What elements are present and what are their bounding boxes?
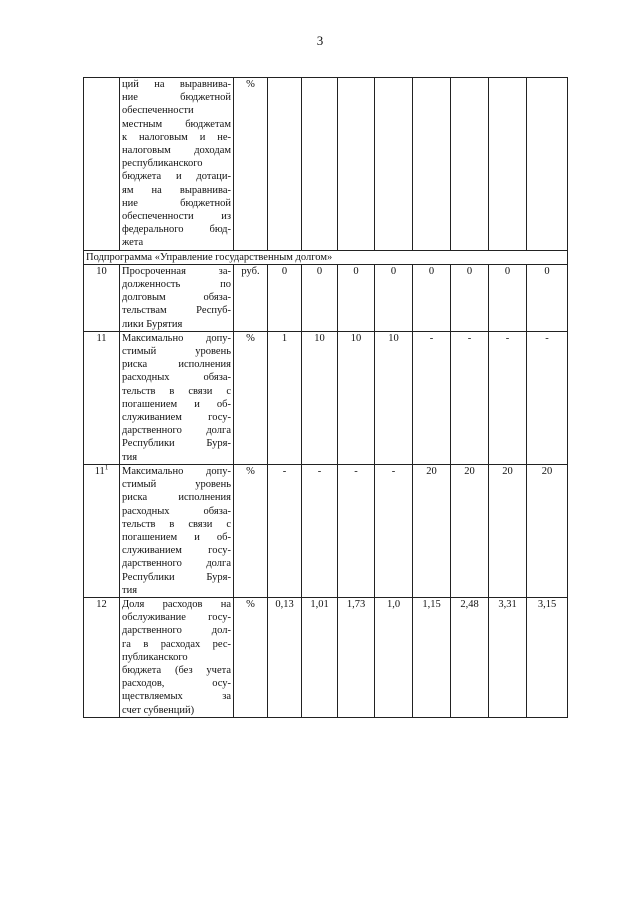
value-cell: 1,15 <box>413 597 451 717</box>
row-number-superscript: 1 <box>104 463 109 472</box>
indicator-name-line: республиканского <box>122 158 203 170</box>
indicator-name-line: долговым обяза- <box>122 292 231 304</box>
value-cell <box>489 78 527 251</box>
value-cell <box>375 78 413 251</box>
indicator-name-line: дарственного долга <box>122 425 231 437</box>
value-cell <box>413 78 451 251</box>
indicator-name-line: Доля расходов на <box>122 598 231 610</box>
value-cell: - <box>375 464 413 597</box>
indicator-name-line: стимый уровень <box>122 479 231 491</box>
table-row <box>84 264 568 331</box>
indicator-name-line: риска исполнения <box>122 492 231 504</box>
indicator-name-line: ние бюджетной <box>122 92 231 104</box>
row-number-cell <box>84 464 120 597</box>
value-cell: 0 <box>489 264 527 331</box>
value-cell <box>527 78 568 251</box>
table-row <box>84 597 568 717</box>
indicator-name-line: расходов, осу- <box>122 678 231 690</box>
table-row <box>84 464 568 597</box>
indicator-name-cell <box>120 464 234 597</box>
indicator-name-cell <box>120 597 234 717</box>
indicator-name-line: местным бюджетам <box>122 118 231 130</box>
indicator-name-line: Просроченная за- <box>122 265 231 277</box>
value-cell: 1 <box>268 331 302 464</box>
subprogram-title: Подпрограмма «Управление государственным долгом» <box>84 250 568 264</box>
indicator-name-line: бюджета и дотаци- <box>122 171 231 183</box>
value-cell: - <box>489 331 527 464</box>
indicator-name-line: Максимально допу- <box>122 332 231 344</box>
table-row <box>84 331 568 464</box>
value-cell: 20 <box>489 464 527 597</box>
indicator-name-line: дарственного долга <box>122 558 231 570</box>
row-number: 11 <box>94 465 105 477</box>
value-cell: - <box>413 331 451 464</box>
unit-cell: руб. <box>234 264 268 331</box>
indicator-name-line: тельств в связи с <box>122 385 231 397</box>
indicator-name-line: дарственного дол- <box>122 625 231 637</box>
value-cell: 0 <box>527 264 568 331</box>
value-cell <box>338 78 375 251</box>
indicator-name-line: Республики Буря- <box>122 571 231 583</box>
page-number: 3 <box>316 33 324 48</box>
indicator-name-line: тия <box>122 451 138 463</box>
row-number-cell <box>84 264 120 331</box>
value-cell <box>302 78 338 251</box>
value-cell <box>451 78 489 251</box>
row-number: 10 <box>96 265 107 277</box>
indicator-name-line: налоговым доходам <box>122 145 231 157</box>
value-cell: 20 <box>451 464 489 597</box>
indicator-name-line: ям на выравнива- <box>122 184 231 196</box>
value-cell: 1,01 <box>302 597 338 717</box>
value-cell: 1,0 <box>375 597 413 717</box>
unit-cell: % <box>234 78 268 251</box>
value-cell: 0 <box>413 264 451 331</box>
indicator-name-line: погашением и об- <box>122 398 231 410</box>
indicator-name-line: тия <box>122 584 138 596</box>
indicator-name-line: ние бюджетной <box>122 197 231 209</box>
row-number: 12 <box>96 598 107 610</box>
indicator-name-line: га в расходах рес- <box>122 638 231 650</box>
value-cell: 0,13 <box>268 597 302 717</box>
value-cell: 0 <box>268 264 302 331</box>
unit-cell: % <box>234 331 268 464</box>
value-cell: 1,73 <box>338 597 375 717</box>
indicator-name-line: ций на выравнива- <box>122 79 231 90</box>
indicator-name-line: тельств в связи с <box>122 518 231 530</box>
table-row <box>84 78 568 251</box>
row-number-cell <box>84 331 120 464</box>
value-cell <box>268 78 302 251</box>
indicators-table <box>83 77 568 718</box>
indicator-name-line: Максимально допу- <box>122 465 231 477</box>
value-cell: 0 <box>338 264 375 331</box>
row-number: 11 <box>96 332 107 344</box>
value-cell: - <box>302 464 338 597</box>
value-cell: 3,31 <box>489 597 527 717</box>
value-cell: 0 <box>451 264 489 331</box>
indicator-name-line: риска исполнения <box>122 359 231 371</box>
value-cell: 10 <box>302 331 338 464</box>
indicator-name-line: обслуживание госу- <box>122 612 231 624</box>
indicator-name-line: расходных обяза- <box>122 372 231 384</box>
value-cell: 10 <box>375 331 413 464</box>
value-cell: 10 <box>338 331 375 464</box>
indicator-name-line: служиванием госу- <box>122 545 231 557</box>
value-cell: - <box>451 331 489 464</box>
row-number-cell <box>84 78 120 251</box>
indicator-name-line: тельствам Респуб- <box>122 305 231 317</box>
value-cell: - <box>527 331 568 464</box>
indicator-name-cell <box>120 264 234 331</box>
value-cell: 20 <box>413 464 451 597</box>
value-cell: 0 <box>375 264 413 331</box>
indicator-name-line: счет субвенций) <box>122 704 195 716</box>
indicator-name-line: к налоговым и не- <box>122 131 231 143</box>
indicator-name-line: обеспеченности из <box>122 211 231 223</box>
row-number-cell <box>84 597 120 717</box>
indicator-name-line: жета <box>122 237 144 249</box>
value-cell: 20 <box>527 464 568 597</box>
indicator-name-cell <box>120 331 234 464</box>
indicator-name-line: обеспеченности <box>122 105 194 117</box>
indicator-name-line: служиванием госу- <box>122 412 231 424</box>
indicator-name-line: федерального бюд- <box>122 224 231 236</box>
indicator-name-line: ществляемых за <box>122 691 231 703</box>
value-cell: - <box>338 464 375 597</box>
subprogram-row <box>84 250 568 264</box>
indicator-name-line: погашением и об- <box>122 531 231 543</box>
indicator-name-line: Республики Буря- <box>122 438 231 450</box>
indicator-name-line: долженность по <box>122 279 231 291</box>
unit-cell: % <box>234 597 268 717</box>
unit-cell: % <box>234 464 268 597</box>
indicator-name-line: публиканского <box>122 651 188 663</box>
indicator-name-line: лики Бурятия <box>122 318 183 330</box>
indicator-name-line: стимый уровень <box>122 346 231 358</box>
indicator-name-line: бюджета (без учета <box>122 664 231 676</box>
indicator-name-cell <box>120 78 234 251</box>
value-cell: 0 <box>302 264 338 331</box>
value-cell: 3,15 <box>527 597 568 717</box>
value-cell: 2,48 <box>451 597 489 717</box>
value-cell: - <box>268 464 302 597</box>
indicator-name-line: расходных обяза- <box>122 505 231 517</box>
